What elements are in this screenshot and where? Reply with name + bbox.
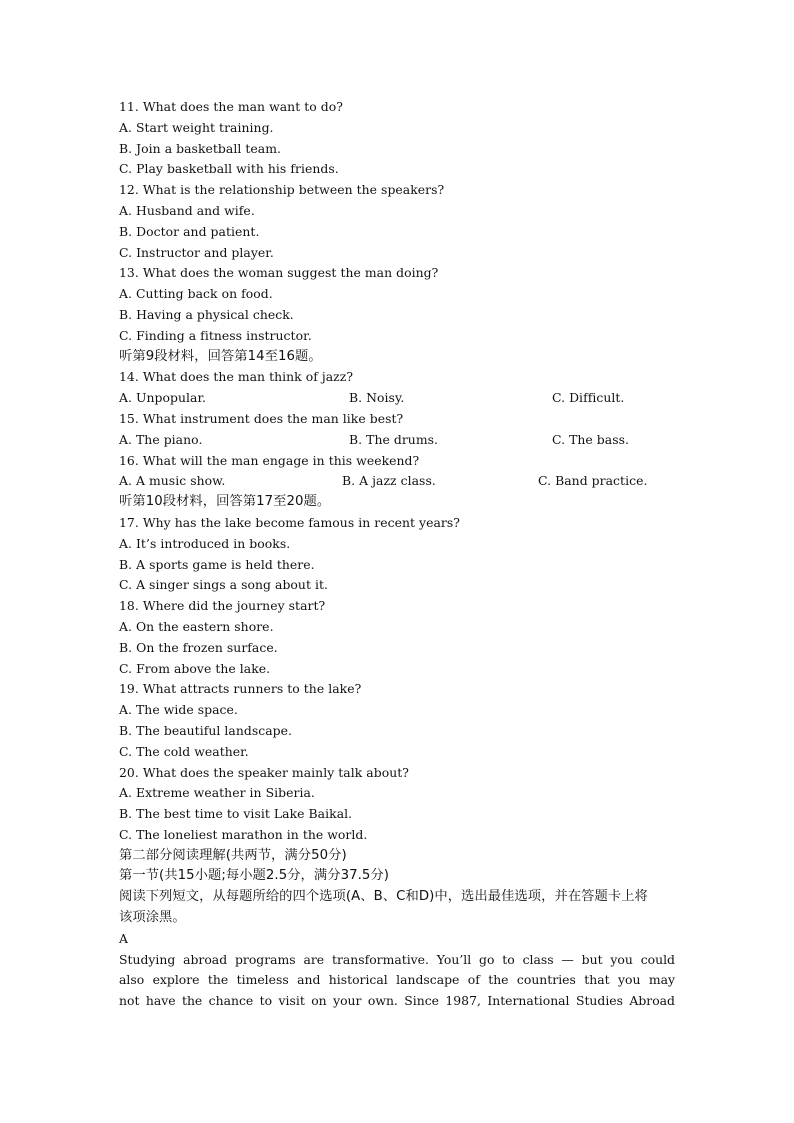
option-12a: A. Husband and wife. [119,202,255,218]
option-11a: A. Start weight training. [119,119,274,135]
section-1-title: 第一节(共15小题;每小题2.5分，满分37.5分) [119,868,389,884]
question-16: 16. What will the man engage in this weekend? [119,452,420,468]
passage-line-2: also explore the timeless and historical landscape of the countries that you may [119,972,675,988]
question-19: 19. What attracts runners to the lake? [119,681,362,697]
question-11: 11. What does the man want to do? [119,99,343,114]
option-17c: C. A singer sings a song about it. [119,577,329,593]
passage-line-1: Studying abroad programs are transformative. You’ll go to class — but you could [119,951,675,967]
option-15b: B. The drums. [349,431,439,447]
option-13b: B. Having a physical check. [119,306,294,322]
option-12b: B. Doctor and patient. [119,223,260,239]
option-19b: B. The beautiful landscape. [119,722,293,738]
option-19a: A. The wide space. [119,702,238,718]
options-14 [119,388,679,409]
section-10-header: 听第10段材料，回答第17至20题。 [119,494,331,510]
option-11c: C. Play basketball with his friends. [119,161,339,177]
option-14a: A. Unpopular. [119,390,207,406]
option-16b: B. A jazz class. [342,473,436,489]
option-11b: B. Join a basketball team. [119,140,281,156]
instructions-line-1: 阅读下列短文，从每题所给的四个选项(A、B、C和D)中，选出最佳选项，并在答题卡上将 [119,889,648,905]
question-15: 15. What instrument does the man like best? [119,410,404,426]
question-17: 17. Why has the lake become famous in recent years? [119,514,460,530]
question-13: 13. What does the woman suggest the man doing? [119,265,439,281]
passage-line-3: not have the chance to visit on your own. Since 1987, International Studies Abroad [119,993,675,1009]
option-17b: B. A sports game is held there. [119,556,315,572]
option-16a: A. A music show. [119,473,226,489]
options-16 [119,471,679,492]
option-20c: C. The loneliest marathon in the world. [119,826,368,842]
option-18c: C. From above the lake. [119,660,271,676]
question-12: 12. What is the relationship between the speakers? [119,182,445,198]
option-15c: C. The bass. [552,431,630,447]
option-13c: C. Finding a fitness instructor. [119,327,312,343]
section-9-header: 听第9段材料，回答第14至16题。 [119,348,322,364]
option-20b: B. The best time to visit Lake Baikal. [119,806,353,822]
question-18: 18. Where did the journey start? [119,598,326,614]
option-18b: B. On the frozen surface. [119,639,278,655]
part-2-title: 第二部分阅读理解(共两节，满分50分) [119,847,347,863]
instructions-line-2: 该项涂黑。 [119,910,186,926]
option-12c: C. Instructor and player. [119,244,274,260]
page-content [119,97,679,1012]
question-14: 14. What does the man think of jazz? [119,369,354,385]
option-14c: C. Difficult. [552,390,625,406]
question-20: 20. What does the speaker mainly talk about? [119,764,409,780]
option-15a: A. The piano. [119,431,203,447]
option-18a: A. On the eastern shore. [119,618,274,634]
option-17a: A. It’s introduced in books. [119,535,291,551]
option-16c: C. Band practice. [538,473,648,489]
passage-label: A [119,930,128,946]
option-14b: B. Noisy. [349,390,405,406]
option-20a: A. Extreme weather in Siberia. [119,785,315,801]
options-15 [119,430,679,451]
option-13a: A. Cutting back on food. [119,286,273,302]
option-19c: C. The cold weather. [119,743,249,759]
